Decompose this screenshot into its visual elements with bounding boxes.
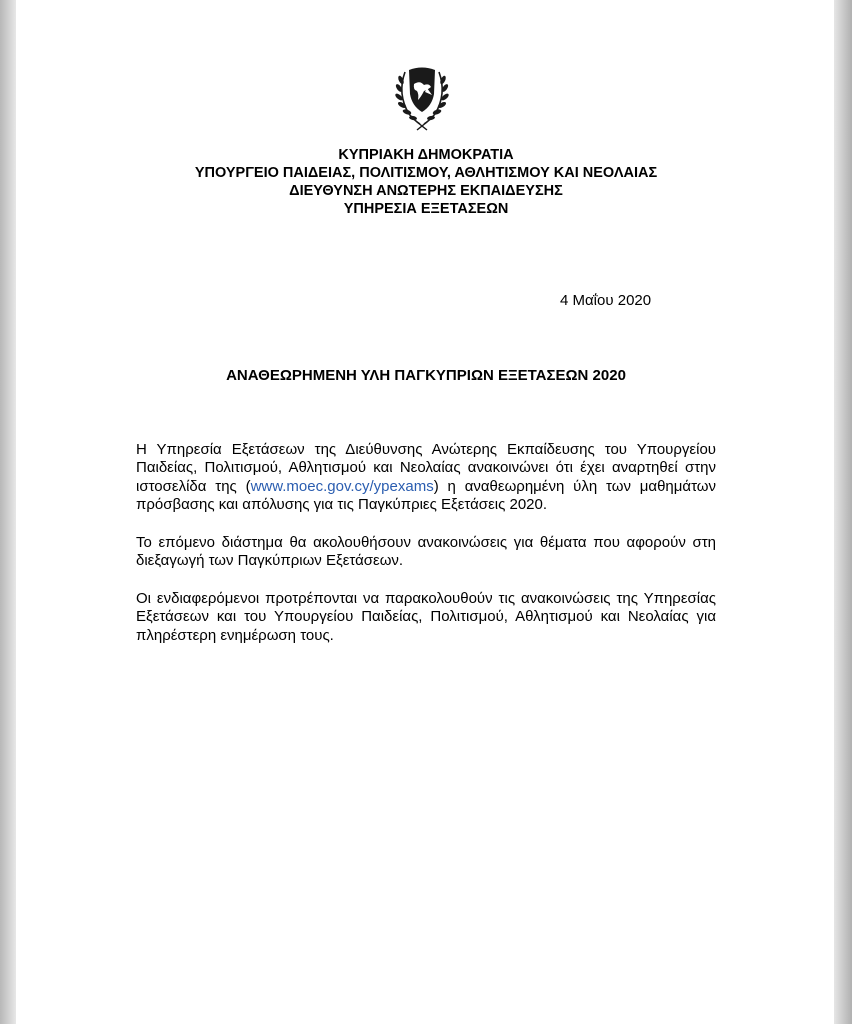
- header-country: ΚΥΠΡΙΑΚΗ ΔΗΜΟΚΡΑΤΙΑ: [338, 147, 514, 163]
- cyprus-coat-of-arms-icon: [387, 64, 457, 134]
- paragraph-announcement-text-start: Η Υπηρεσία Εξετάσεων της Διεύθυνσης Ανώτερης Εκπαίδευσης του Υπουργείου Παιδείας, Πολιτισμού, Αθλητισμού και Νεολαίας ανακοινώνει ότι έχει αναρτηθεί στην ιστοσελίδα της (: [136, 441, 716, 495]
- document-title: ΑΝΑΘΕΩΡΗΜΕΝΗ ΥΛΗ ΠΑΓΚΥΠΡΙΩΝ ΕΞΕΤΑΣΕΩΝ 2020: [226, 367, 626, 384]
- header-directorate: ΔΙΕΥΘΥΝΣΗ ΑΝΩΤΕΡΗΣ ΕΚΠΑΙΔΕΥΣΗΣ: [289, 183, 563, 199]
- paragraph-advice: Οι ενδιαφερόμενοι προτρέπονται να παρακολουθούν τις ανακοινώσεις της Υπηρεσίας Εξετάσεων και του Υπουργείου Παιδείας, Πολιτισμού, Αθλητισμού και Νεολαίας για πληρέστερη ενημέρωση τους.: [136, 590, 716, 644]
- document-date: 4 Μαΐου 2020: [560, 292, 652, 309]
- paragraph-announcement: [136, 441, 716, 514]
- paragraph-announcement-text-end: ) η αναθεωρημένη ύλη των μαθημάτων πρόσβασης και απόλυσης για τις Παγκύπριες Εξετάσεις 2020.: [136, 477, 717, 513]
- document-header: [0, 146, 852, 218]
- paragraph-upcoming: Το επόμενο διάστημα θα ακολουθήσουν ανακοινώσεις για θέματα που αφορούν στη διεξαγωγή των Παγκύπριων Εξετάσεων.: [136, 534, 716, 570]
- ypexams-link[interactable]: www.moec.gov.cy/ypexams: [250, 477, 434, 495]
- header-service: ΥΠΗΡΕΣΙΑ ΕΞΕΤΑΣΕΩΝ: [343, 201, 509, 217]
- header-ministry: ΥΠΟΥΡΓΕΙΟ ΠΑΙΔΕΙΑΣ, ΠΟΛΙΤΙΣΜΟΥ, ΑΘΛΗΤΙΣΜΟΥ ΚΑΙ ΝΕΟΛΑΙΑΣ: [194, 165, 658, 181]
